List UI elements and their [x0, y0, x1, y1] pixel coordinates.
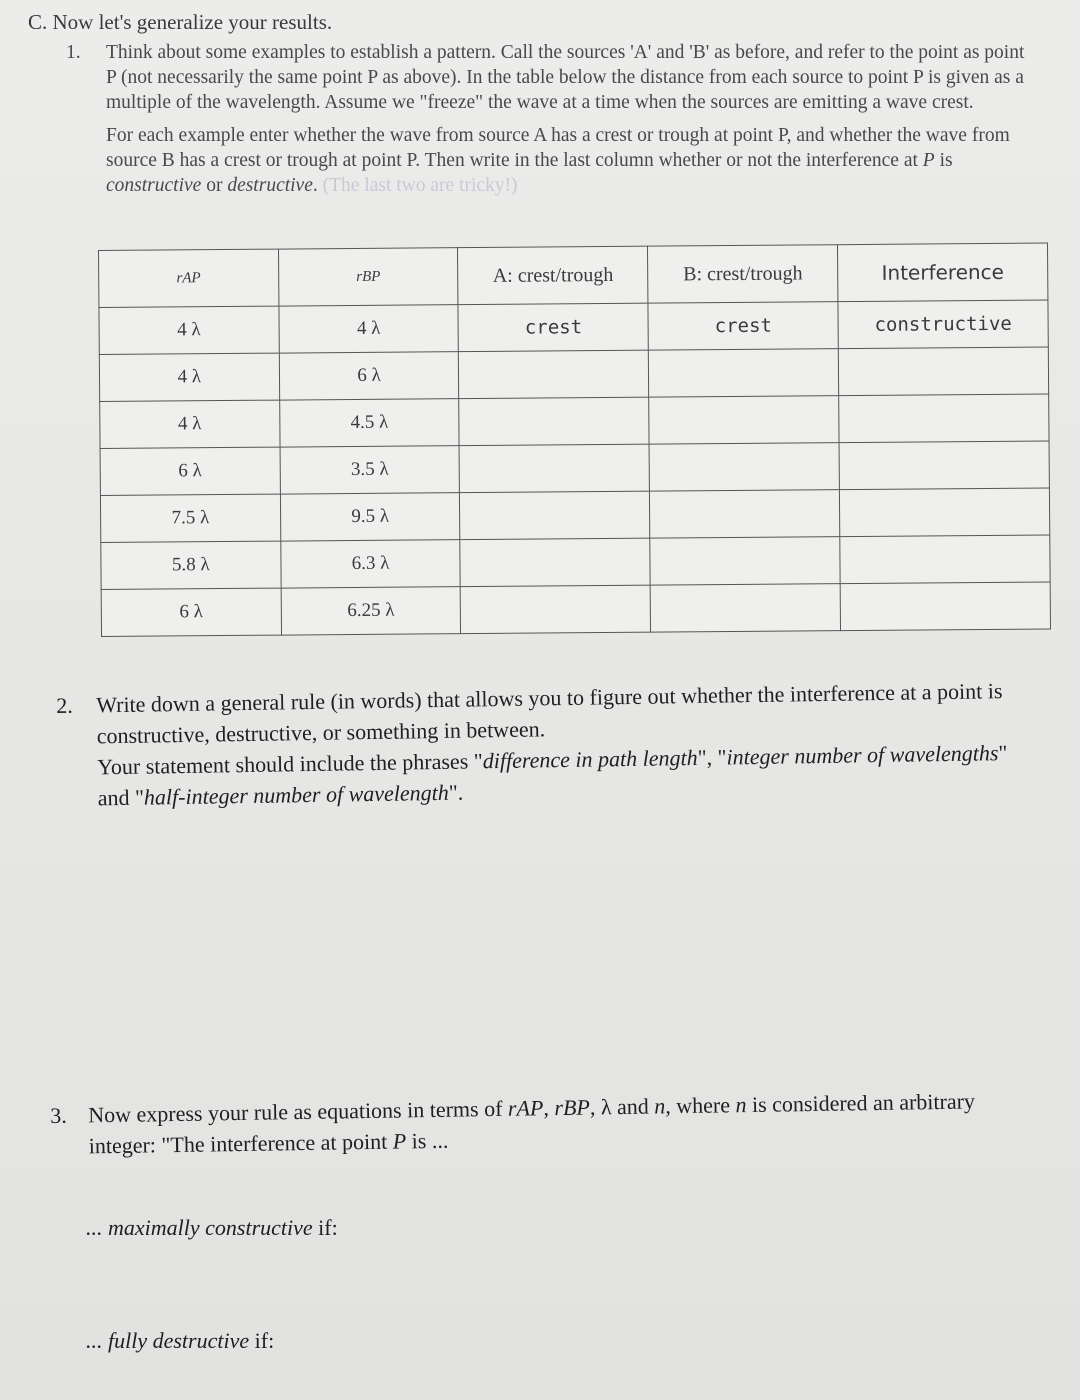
destructive-condition-label: ... fully destructive	[86, 1328, 250, 1353]
question-3-number: 3.	[50, 1102, 67, 1128]
cell-a-answer[interactable]	[461, 585, 651, 633]
instructions-text: For each example enter whether the wave from source A has a crest or trough at point P, and whether the wave from source B has a crest or trough at point P. Then write in the last column whether or not the interference at	[106, 125, 1010, 171]
term-constructive: constructive	[106, 175, 202, 196]
tricky-note: (The last two are tricky!)	[322, 175, 518, 196]
cell-interference-answer[interactable]	[840, 488, 1050, 537]
requirement-text: ", "	[697, 744, 727, 770]
symbol-n: n	[735, 1092, 747, 1118]
header-b-crest-trough: B: crest/trough	[648, 245, 838, 303]
cell-interference-answer[interactable]	[839, 441, 1049, 490]
cell-b-answer[interactable]: crest	[648, 302, 838, 350]
cell-b-answer[interactable]	[650, 584, 840, 632]
cell-interference-answer[interactable]	[840, 535, 1050, 584]
cell-r-bp: 6.25 λ	[281, 587, 461, 635]
header-a-crest-trough: A: crest/trough	[458, 246, 648, 304]
table-row	[100, 441, 1049, 495]
instructions-text: .	[312, 175, 318, 196]
cell-r-ap: 6 λ	[100, 447, 280, 495]
cell-r-bp: 6.3 λ	[281, 540, 461, 588]
term-destructive: destructive	[227, 175, 313, 196]
question-2	[56, 675, 1038, 814]
prompt-text: ,	[543, 1095, 555, 1121]
question-2-number: 2.	[56, 692, 73, 718]
cell-a-answer[interactable]	[459, 397, 649, 445]
destructive-condition-blank[interactable]	[86, 1328, 274, 1354]
if-label: if:	[249, 1328, 275, 1353]
interference-table	[98, 243, 1051, 637]
cell-a-answer[interactable]	[460, 491, 650, 539]
cell-r-bp: 3.5 λ	[280, 446, 460, 494]
prompt-text: , λ and	[589, 1093, 655, 1120]
cell-interference-answer[interactable]	[838, 347, 1048, 396]
constructive-condition-blank[interactable]	[86, 1215, 338, 1241]
if-label: if:	[312, 1215, 338, 1240]
prompt-text: , where	[665, 1092, 736, 1119]
question-1	[66, 40, 1026, 198]
header-interference: Interference	[838, 243, 1048, 302]
cell-r-bp: 4.5 λ	[279, 399, 459, 447]
cell-b-answer[interactable]	[650, 490, 840, 538]
instructions-text: is	[934, 150, 953, 171]
cell-a-answer[interactable]: crest	[458, 303, 648, 351]
cell-b-answer[interactable]	[649, 349, 839, 397]
symbol-n: n	[654, 1093, 666, 1119]
question-3	[50, 1084, 1041, 1162]
cell-a-answer[interactable]	[460, 444, 650, 492]
table-header-row	[99, 243, 1048, 307]
question-3-prompt	[88, 1084, 1041, 1161]
table-row	[99, 347, 1048, 401]
cell-r-ap: 4 λ	[99, 306, 279, 354]
cell-r-ap: 4 λ	[99, 353, 279, 401]
table-row	[101, 535, 1050, 589]
question-1-instructions	[106, 123, 1026, 198]
instructions-text: or	[201, 175, 228, 196]
table-row	[101, 582, 1050, 636]
point-p: P	[922, 150, 935, 171]
cell-r-ap: 4 λ	[100, 400, 280, 448]
constructive-condition-label: ... maximally constructive	[86, 1215, 313, 1240]
cell-r-bp: 9.5 λ	[280, 493, 460, 541]
cell-b-answer[interactable]	[649, 396, 839, 444]
requirement-text: ".	[448, 779, 464, 805]
table-row	[100, 394, 1049, 448]
cell-a-answer[interactable]	[460, 538, 650, 586]
cell-b-answer[interactable]	[650, 537, 840, 585]
cell-a-answer[interactable]	[459, 350, 649, 398]
header-r-bp: rBP	[278, 248, 458, 306]
question-2-prompt: Write down a general rule (in words) that allows you to figure out whether the interference at a point is constructive, destructive, or something in between.	[96, 678, 1003, 749]
cell-interference-answer[interactable]: constructive	[838, 300, 1048, 349]
cell-b-answer[interactable]	[649, 443, 839, 491]
table-row	[100, 488, 1049, 542]
prompt-text: is ...	[405, 1127, 449, 1154]
cell-r-bp: 4 λ	[279, 305, 459, 353]
cell-r-ap: 7.5 λ	[100, 494, 280, 542]
cell-r-ap: 5.8 λ	[101, 541, 281, 589]
point-p: P	[392, 1128, 407, 1154]
requirement-text: " and "	[97, 740, 1008, 811]
cell-r-bp: 6 λ	[279, 352, 459, 400]
cell-r-ap: 6 λ	[101, 588, 281, 636]
cell-interference-answer[interactable]	[840, 582, 1050, 631]
requirement-text: Your statement should include the phrases "	[97, 748, 483, 780]
cell-interference-answer[interactable]	[839, 394, 1049, 443]
question-1-intro: Think about some examples to establish a pattern. Call the sources 'A' and 'B' as before, and refer to the point as point P (not necessarily the same point P as above). In the table below the distance from each source to point P is given as a multiple of the wavelength. Assume we "freeze" the wave at a time when the sources are emitting a wave crest.	[106, 42, 1025, 113]
symbol-r-bp: rBP	[554, 1094, 591, 1121]
table-row	[99, 300, 1048, 354]
section-heading: C. Now let's generalize your results.	[28, 10, 333, 34]
question-1-number: 1.	[66, 42, 81, 63]
symbol-r-ap: rAP	[507, 1095, 544, 1121]
phrase-half-integer-wavelength: half-integer number of wavelength	[143, 779, 449, 810]
prompt-text: is considered an arbitrary integer: "The interference at point	[88, 1088, 976, 1159]
phrase-integer-wavelengths: integer number of wavelengths	[726, 740, 999, 770]
phrase-path-difference: difference in path length	[482, 744, 698, 774]
prompt-text: Now express your rule as equations in terms of	[88, 1095, 509, 1128]
header-r-ap: rAP	[99, 249, 279, 307]
